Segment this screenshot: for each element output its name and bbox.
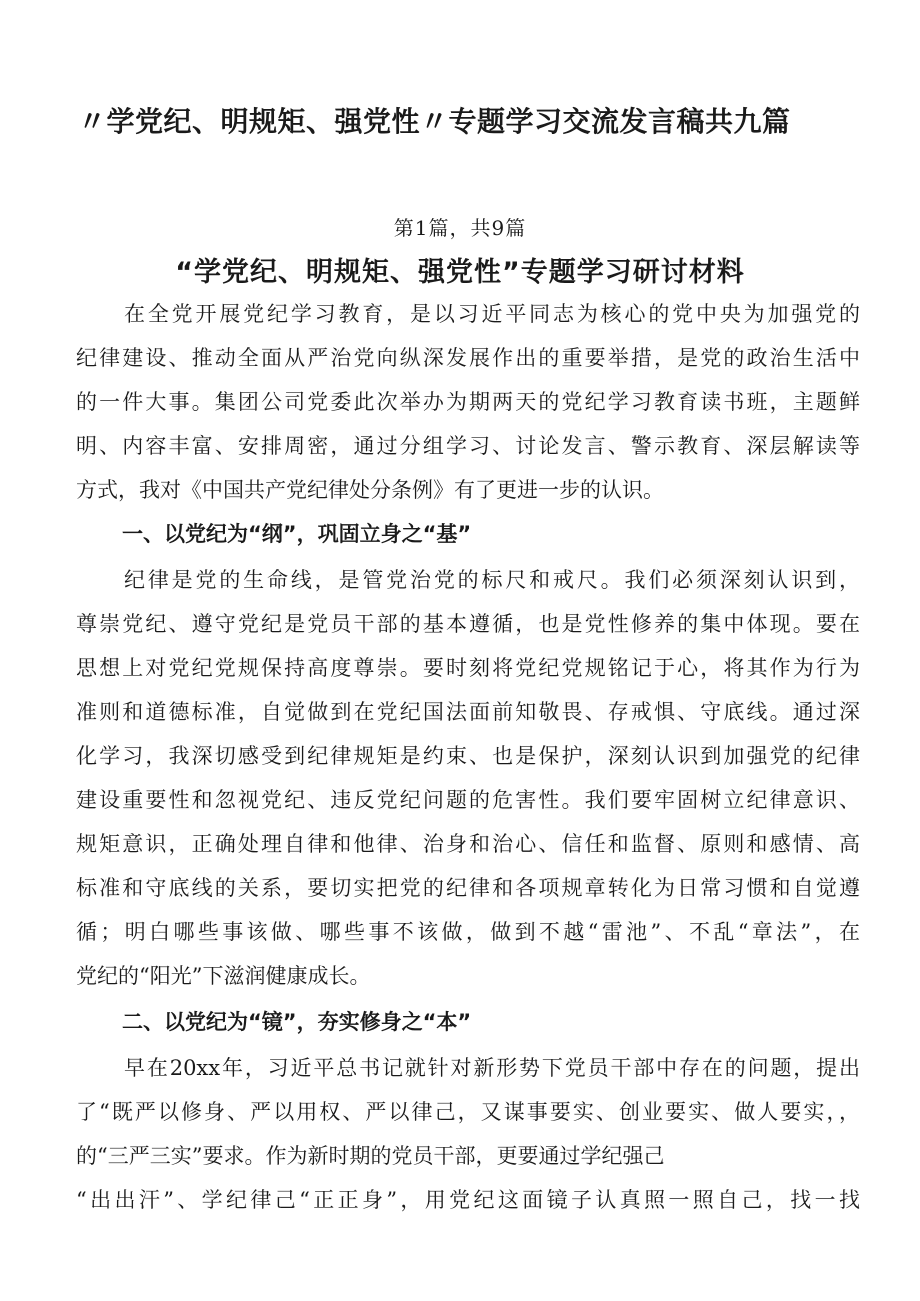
paragraph-1-line: 明、内容丰富、安排周密，通过分组学习、讨论发言、警示教育、深层解读等 [76,434,860,458]
paragraph-2-line: 尊崇党纪、遵守党纪是党员干部的基本遵循，也是党性修养的集中体现。要在 [76,612,860,636]
paragraph-2-line: 循；明白哪些事该做、哪些事不该做，做到不越“雷池”、不乱“章法”，在 [76,920,860,944]
section-heading-1: 一、以党纪为“纲”，巩固立身之“基” [122,522,472,546]
paragraph-3-line: 早在20xx年，习近平总书记就针对新形势下党员干部中存在的问题，提出 [124,1056,860,1080]
paragraph-2-line: 规矩意识，正确处理自律和他律、治身和治心、信任和监督、原则和感情、高 [76,832,860,856]
paragraph-3-line: 的“三严三实”要求。作为新时期的党员干部，更要通过学纪强己 [76,1144,665,1168]
paragraph-2-line: 化学习，我深切感受到纪律规矩是约束、也是保护，深刻认识到加强党的纪律 [76,744,860,768]
paragraph-2-line: 建设重要性和忽视党纪、违反党纪问题的危害性。我们要牢固树立纪律意识、 [76,788,860,812]
paragraph-2-line: 标准和守底线的关系，要切实把党的纪律和各项规章转化为日常习惯和自觉遵 [76,876,860,900]
paragraph-2-line: 准则和道德标准，自觉做到在党纪国法面前知敬畏、存戒惧、守底线。通过深 [76,700,860,724]
paragraph-1-line: 的一件大事。集团公司党委此次举办为期两天的党纪学习教育读书班，主题鲜 [76,390,860,414]
paragraph-1-line: 在全党开展党纪学习教育，是以习近平同志为核心的党中央为加强党的 [124,302,860,326]
part-label: 第1篇，共9篇 [393,216,527,240]
paragraph-2-line: 纪律是党的生命线，是管党治党的标尺和戒尺。我们必须深刻认识到， [124,568,860,592]
paragraph-2-line: 思想上对党纪党规保持高度尊崇。要时刻将党纪党规铭记于心，将其作为行为 [76,656,860,680]
article-title: “学党纪、明规矩、强党性”专题学习研讨材料 [175,257,745,288]
document-title: 〃学党纪、明规矩、强党性〃专题学习交流发言稿共九篇 [78,105,791,138]
paragraph-1-line: 纪律建设、推动全面从严治党向纵深发展作出的重要举措，是党的政治生活中 [76,346,860,370]
paragraph-3-line: 了“既严以修身、严以用权、严以律己，又谋事要实、创业要实、做人要实，， [76,1100,860,1124]
paragraph-1-line: 方式，我对《中国共产党纪律处分条例》有了更进一步的认识。 [76,478,664,502]
paragraph-2-line: 党纪的“阳光”下滋润健康成长。 [76,964,371,988]
paragraph-3-line: “出出汗”、学纪律己“正正身”，用党纪这面镜子认真照一照自己，找一找 [76,1188,860,1212]
section-heading-2: 二、以党纪为“镜”，夯实修身之“本” [122,1010,472,1034]
